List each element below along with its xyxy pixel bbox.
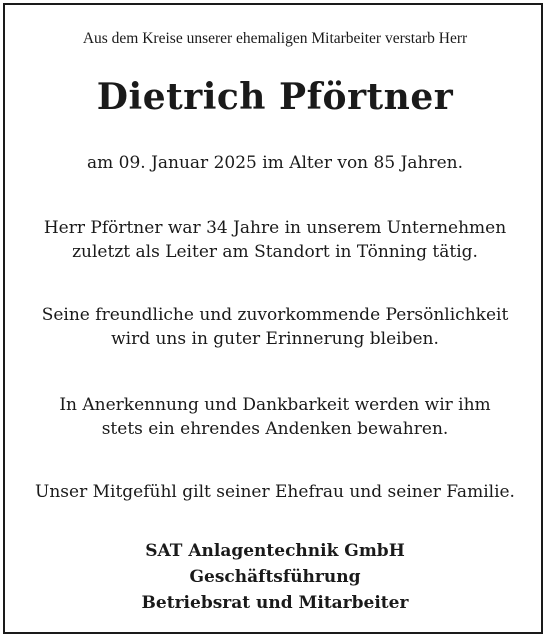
paragraph-1-line-1: Herr Pförtner war 34 Jahre in unserem Unternehmen — [43, 218, 507, 238]
paragraph-2-line-2: wird uns in guter Erinnerung bleiben. — [111, 329, 439, 349]
paragraph-4-line-1: Unser Mitgefühl gilt seiner Ehefrau und seiner Familie. — [35, 482, 515, 502]
signature-company: SAT Anlagentechnik GmbH — [145, 541, 405, 561]
paragraph-3-line-2: stets ein ehrendes Andenken bewahren. — [101, 419, 449, 439]
paragraph-3-line-1: In Anerkennung und Dankbarkeit werden wir ihm — [59, 395, 491, 415]
signature-staff: Betriebsrat und Mitarbeiter — [141, 593, 409, 613]
paragraph-1-line-2: zuletzt als Leiter am Standort in Tönning tätig. — [72, 242, 478, 262]
date-line: am 09. Januar 2025 im Alter von 85 Jahren. — [86, 153, 464, 173]
paragraph-2-line-1: Seine freundliche und zuvorkommende Persönlichkeit — [41, 305, 509, 325]
intro-line: Aus dem Kreise unserer ehemaligen Mitarbeiter verstarb Herr — [82, 30, 468, 47]
deceased-name: Dietrich Pförtner — [96, 76, 454, 118]
signature-management: Geschäftsführung — [189, 567, 361, 587]
